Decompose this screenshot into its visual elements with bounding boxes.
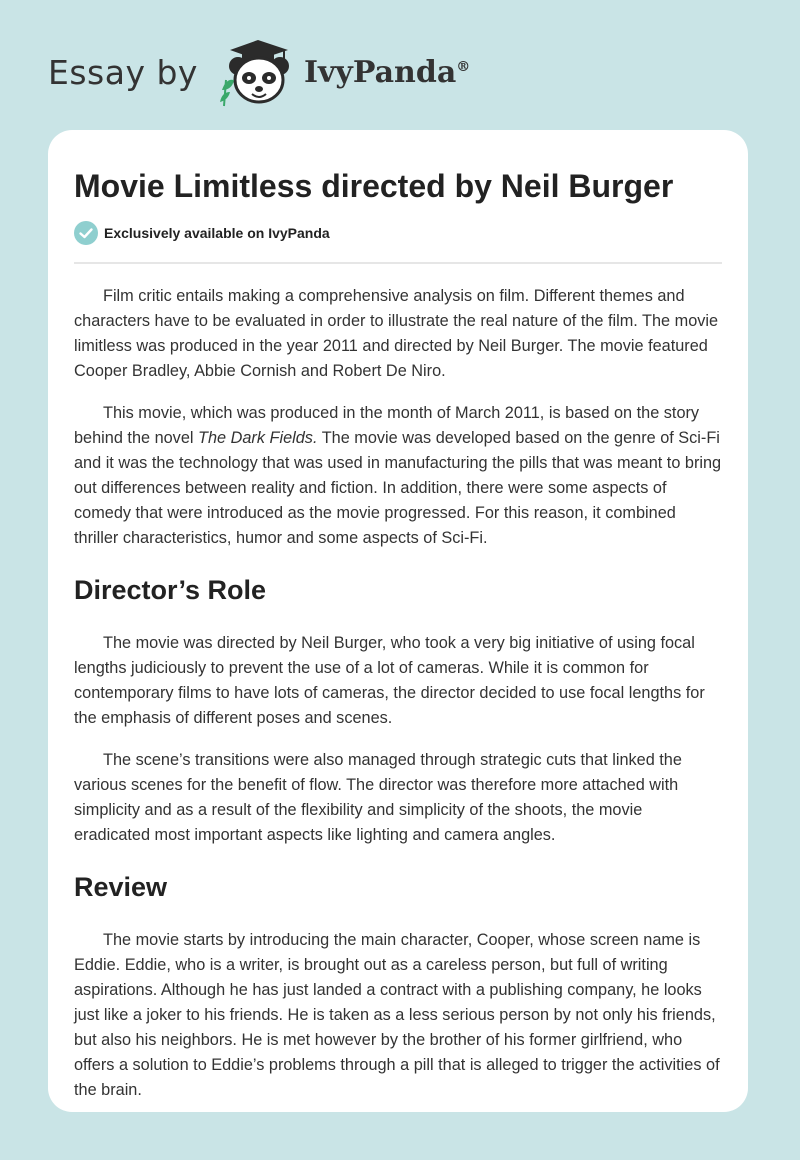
brand-prefix: Essay by <box>48 52 198 92</box>
paragraph-text: This movie, which was produced in the month of March 2011, is based on the story behind the novel <box>74 404 700 447</box>
section-heading-review: Review <box>74 872 168 902</box>
essay-card <box>48 130 748 1112</box>
registered-mark: ® <box>456 58 471 75</box>
panda-graduate-logo-icon[interactable] <box>212 36 302 108</box>
section-heading-directors-role: Director’s Role <box>74 575 267 605</box>
brand-name-text: IvyPanda <box>303 54 457 90</box>
paragraph: The scene’s transitions were also managed through strategic cuts that linked the various scenes for the benefit of flow. The director was therefore more attached with simplicity and as a result of the flexibility and simplicity of the shoots, the movie eradicated most important aspects like lighting and camera angles. <box>74 751 682 844</box>
novel-title: The Dark Fields. <box>198 429 318 447</box>
paragraph <box>74 401 722 551</box>
paragraph: The movie was directed by Neil Burger, who took a very big initiative of using focal lengths judiciously to prevent the use of a lot of cameras. While it is common for contemporary films to have lots of cameras, the director decided to use focal lengths for the emphasis of different poses and scenes. <box>74 634 705 727</box>
brand-name <box>304 55 470 90</box>
divider <box>74 262 722 264</box>
check-circle-icon <box>74 221 98 245</box>
essay-title: Movie Limitless directed by Neil Burger <box>74 168 674 204</box>
paragraph-text: The movie was developed based on the genre of Sci-Fi and it was the technology that was used in manufacturing the pills that was meant to bring out differences between reality and fiction. In addition, there were some aspects of comedy that were introduced as the movie progressed. For this reason, it combined thriller characteristics, humor and some aspects of Sci-Fi. <box>74 429 722 547</box>
exclusive-text: Exclusively available on IvyPanda <box>104 225 330 241</box>
exclusive-badge <box>74 220 722 246</box>
brand-header <box>48 36 470 108</box>
paragraph: The movie starts by introducing the main character, Cooper, whose screen name is Eddie. Eddie, who is a writer, is brought out as a careless person, but full of writing aspirations. Although he has just landed a contract with a publishing company, he looks just like a joker to his friends. He is taken as a less serious person by not only his friends, but also his neighbors. He is met however by the brother of his former girlfriend, who offers a solution to Eddie’s problems through a pill that is alleged to trigger the activities of the brain. <box>74 931 720 1099</box>
paragraph: Film critic entails making a comprehensive analysis on film. Different themes and characters have to be evaluated in order to illustrate the real nature of the film. The movie limitless was produced in the year 2011 and directed by Neil Burger. The movie featured Cooper Bradley, Abbie Cornish and Robert De Niro. <box>74 287 719 380</box>
